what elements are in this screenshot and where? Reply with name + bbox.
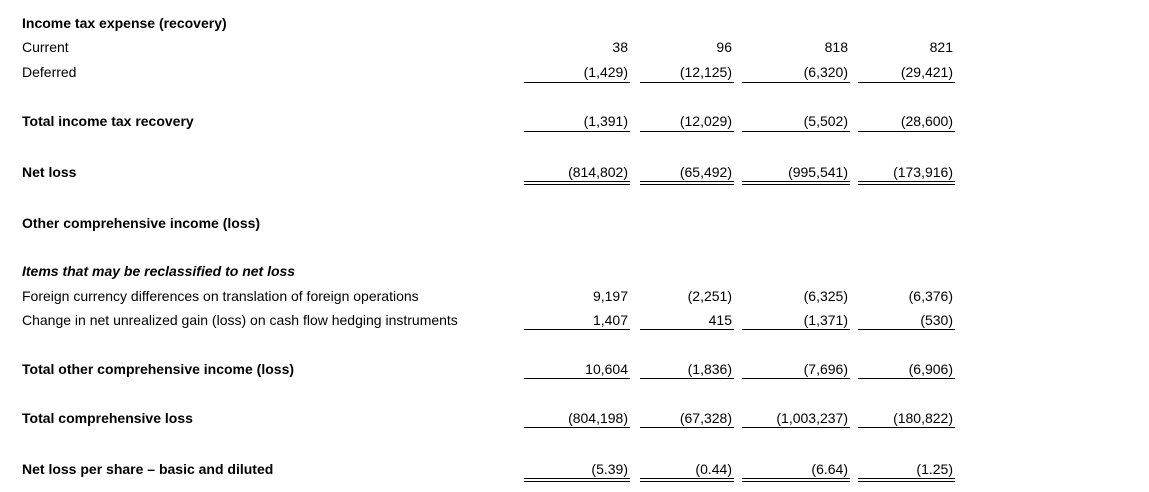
underline-rule bbox=[640, 378, 734, 379]
value-cell: (7,696) bbox=[803, 361, 848, 377]
double-underline-rule bbox=[742, 481, 850, 482]
underline-rule bbox=[640, 329, 734, 330]
table-row bbox=[0, 111, 1149, 131]
underline-rule bbox=[858, 378, 955, 379]
value-cell: (1,003,237) bbox=[776, 410, 848, 426]
value-cell: (6,325) bbox=[803, 288, 848, 304]
underline-rule bbox=[524, 329, 630, 330]
underline-rule bbox=[742, 131, 850, 132]
table-row bbox=[0, 62, 1149, 82]
value-cell: (1,836) bbox=[687, 361, 732, 377]
value-cell: (2,251) bbox=[687, 288, 732, 304]
table-row bbox=[0, 13, 1149, 33]
row-label: Income tax expense (recovery) bbox=[22, 15, 227, 31]
value-cell: (5.39) bbox=[591, 461, 628, 477]
table-row bbox=[0, 162, 1149, 182]
double-underline-rule bbox=[640, 478, 734, 479]
value-cell: (67,328) bbox=[679, 410, 732, 426]
value-cell: 415 bbox=[708, 312, 732, 328]
table-row bbox=[0, 286, 1149, 306]
double-underline-rule bbox=[524, 181, 630, 182]
value-cell: (530) bbox=[920, 312, 953, 328]
underline-rule bbox=[858, 131, 955, 132]
double-underline-rule bbox=[640, 181, 734, 182]
underline-rule bbox=[640, 131, 734, 132]
table-row bbox=[0, 310, 1149, 330]
double-underline-rule bbox=[524, 478, 630, 479]
value-cell: (28,600) bbox=[900, 113, 953, 129]
value-cell: (12,125) bbox=[679, 64, 732, 80]
underline-rule bbox=[524, 378, 630, 379]
value-cell: (1,371) bbox=[803, 312, 848, 328]
underline-rule bbox=[742, 378, 850, 379]
value-cell: (6.64) bbox=[811, 461, 848, 477]
table-row bbox=[0, 213, 1149, 233]
value-cell: (5,502) bbox=[803, 113, 848, 129]
underline-rule bbox=[524, 427, 630, 428]
value-cell: (180,822) bbox=[893, 410, 953, 426]
value-cell: (1,429) bbox=[583, 64, 628, 80]
value-cell: (995,541) bbox=[788, 164, 848, 180]
row-label: Deferred bbox=[22, 64, 77, 80]
underline-rule bbox=[640, 427, 734, 428]
value-cell: (29,421) bbox=[900, 64, 953, 80]
double-underline-rule bbox=[524, 184, 630, 185]
value-cell: 38 bbox=[612, 39, 628, 55]
underline-rule bbox=[524, 131, 630, 132]
value-cell: 1,407 bbox=[592, 312, 628, 328]
underline-rule bbox=[640, 82, 734, 83]
value-cell: (6,906) bbox=[908, 361, 953, 377]
table-row bbox=[0, 261, 1149, 281]
double-underline-rule bbox=[640, 481, 734, 482]
underline-rule bbox=[858, 82, 955, 83]
row-label: Items that may be reclassified to net loss bbox=[22, 263, 296, 279]
value-cell: (6,320) bbox=[803, 64, 848, 80]
value-cell: 10,604 bbox=[585, 361, 628, 377]
double-underline-rule bbox=[742, 181, 850, 182]
value-cell: (814,802) bbox=[568, 164, 628, 180]
table-row bbox=[0, 37, 1149, 57]
value-cell: (65,492) bbox=[679, 164, 732, 180]
value-cell: 9,197 bbox=[592, 288, 628, 304]
underline-rule bbox=[858, 427, 955, 428]
row-label: Total income tax recovery bbox=[22, 113, 194, 129]
value-cell: 96 bbox=[716, 39, 732, 55]
value-cell: 821 bbox=[929, 39, 953, 55]
table-row bbox=[0, 459, 1149, 479]
underline-rule bbox=[524, 82, 630, 83]
value-cell: 818 bbox=[824, 39, 848, 55]
double-underline-rule bbox=[858, 181, 955, 182]
double-underline-rule bbox=[742, 478, 850, 479]
underline-rule bbox=[742, 427, 850, 428]
underline-rule bbox=[742, 82, 850, 83]
double-underline-rule bbox=[524, 481, 630, 482]
row-label: Change in net unrealized gain (loss) on cash flow hedging instruments bbox=[22, 312, 458, 328]
value-cell: (12,029) bbox=[679, 113, 732, 129]
double-underline-rule bbox=[640, 184, 734, 185]
value-cell: (1,391) bbox=[583, 113, 628, 129]
value-cell: (173,916) bbox=[893, 164, 953, 180]
row-label: Net loss bbox=[22, 164, 77, 180]
table-row bbox=[0, 408, 1149, 428]
row-label: Foreign currency differences on translation of foreign operations bbox=[22, 288, 419, 304]
value-cell: (6,376) bbox=[908, 288, 953, 304]
double-underline-rule bbox=[858, 184, 955, 185]
table-row bbox=[0, 359, 1149, 379]
value-cell: (1.25) bbox=[916, 461, 953, 477]
row-label: Net loss per share – basic and diluted bbox=[22, 461, 274, 477]
double-underline-rule bbox=[858, 481, 955, 482]
value-cell: (0.44) bbox=[695, 461, 732, 477]
underline-rule bbox=[858, 329, 955, 330]
double-underline-rule bbox=[858, 478, 955, 479]
row-label: Other comprehensive income (loss) bbox=[22, 215, 261, 231]
row-label: Total other comprehensive income (loss) bbox=[22, 361, 295, 377]
value-cell: (804,198) bbox=[568, 410, 628, 426]
underline-rule bbox=[742, 329, 850, 330]
row-label: Current bbox=[22, 39, 69, 55]
double-underline-rule bbox=[742, 184, 850, 185]
row-label: Total comprehensive loss bbox=[22, 410, 193, 426]
